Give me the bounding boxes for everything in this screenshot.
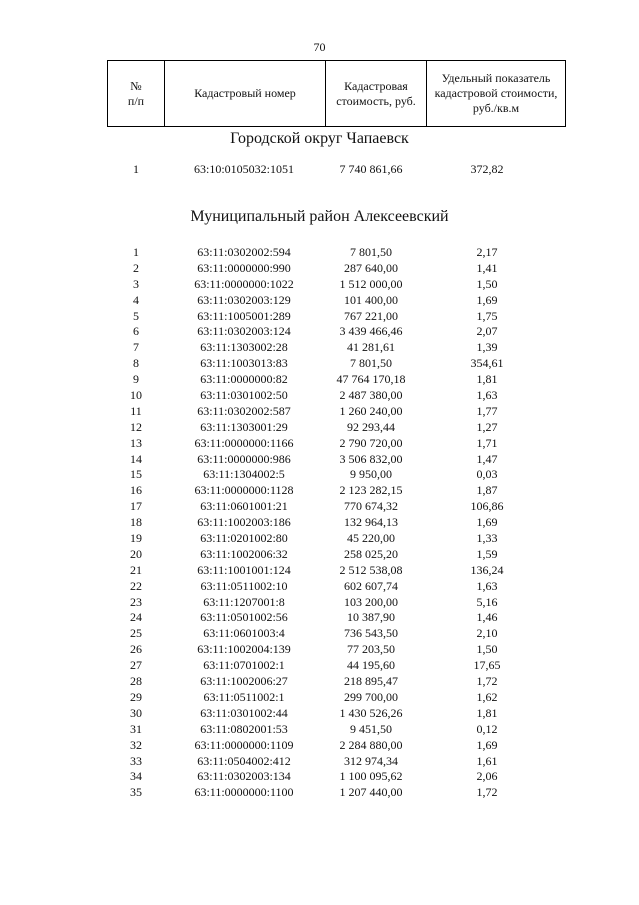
- cadastral-number: 63:11:1303002:28: [200, 340, 288, 355]
- section-title-chapaevsk: Городской округ Чапаевск: [230, 130, 409, 147]
- cadastral-cost: 7 801,50: [350, 356, 392, 371]
- specific-cost: 1,46: [476, 610, 498, 625]
- cadastral-number: 63:11:1002004:139: [197, 642, 291, 657]
- specific-cost: 1,69: [476, 292, 498, 307]
- table-row: [107, 658, 555, 674]
- table-row: [107, 754, 555, 770]
- specific-cost: 0,12: [476, 721, 498, 736]
- row-number: 7: [133, 340, 139, 355]
- table-row: [107, 531, 555, 547]
- cadastral-cost: 44 195,60: [347, 658, 395, 673]
- specific-cost: 2,06: [476, 769, 498, 784]
- specific-cost: 1,41: [476, 260, 498, 275]
- specific-cost: 354,61: [470, 356, 504, 371]
- cadastral-number: 63:11:0301002:44: [200, 705, 288, 720]
- row-number: 32: [130, 737, 142, 752]
- specific-cost: 1,69: [476, 515, 498, 530]
- row-number: 4: [133, 292, 139, 307]
- cadastral-cost: 1 430 526,26: [339, 705, 403, 720]
- cadastral-number: 63:11:1304002:5: [203, 467, 285, 482]
- page-number: 70: [313, 40, 326, 54]
- row-number: 28: [130, 674, 142, 689]
- cadastral-cost: 103 200,00: [344, 594, 398, 609]
- cadastral-number: 63:11:0601003:4: [203, 626, 285, 641]
- cadastral-number: 63:11:0302002:587: [197, 403, 291, 418]
- row-number: 13: [130, 435, 142, 450]
- specific-cost: 1,50: [476, 642, 498, 657]
- specific-cost: 2,10: [476, 626, 498, 641]
- row-number: 1: [133, 245, 139, 259]
- section-rows-alekseevsky: [107, 245, 555, 801]
- cadastral-cost: 9 950,00: [350, 467, 392, 482]
- cadastral-cost: 258 025,20: [344, 546, 398, 561]
- cadastral-number: 63:11:1002003:186: [197, 515, 291, 530]
- cadastral-number: 63:11:0302003:134: [197, 769, 291, 784]
- cadastral-number: 63:11:1303001:29: [200, 419, 288, 434]
- cadastral-number: 63:11:0201002:80: [200, 531, 288, 546]
- row-number: 31: [130, 721, 142, 736]
- header-col-specific-label: Удельный показатель кадастровой стоимости, руб./кв.м: [434, 71, 558, 115]
- specific-cost: 1,47: [476, 451, 498, 466]
- cadastral-number: 63:11:0504002:412: [197, 753, 291, 768]
- specific-cost: 5,16: [476, 594, 498, 609]
- cadastral-cost: 3 506 832,00: [339, 451, 403, 466]
- table-row: [107, 674, 555, 690]
- row-number: 3: [133, 276, 139, 291]
- row-number: 9: [133, 372, 139, 387]
- row-number: 25: [130, 626, 142, 641]
- cadastral-cost: 1 260 240,00: [339, 403, 403, 418]
- cadastral-number: 63:11:1002006:32: [200, 546, 288, 561]
- table-row: [107, 261, 555, 277]
- header-col-specific: [427, 61, 566, 127]
- table-row: [107, 388, 555, 404]
- cadastral-number: 63:11:0000000:1128: [194, 483, 294, 498]
- cadastral-number: 63:11:0501002:56: [200, 610, 288, 625]
- row-number: 14: [130, 451, 142, 466]
- cadastral-cost: 10 387,90: [347, 610, 395, 625]
- row-number: 34: [130, 769, 142, 784]
- cadastral-cost: 2 487 380,00: [339, 388, 403, 403]
- cadastral-number: 63:11:0302003:129: [197, 292, 291, 307]
- cadastral-cost: 101 400,00: [344, 292, 398, 307]
- cadastral-cost: 7 740 861,66: [339, 162, 403, 176]
- cadastral-cost: 602 607,74: [344, 578, 398, 593]
- specific-cost: 1,71: [476, 435, 498, 450]
- section-title-alekseevsky: Муниципальный район Алексеевский: [190, 208, 449, 225]
- specific-cost: 1,75: [476, 308, 498, 323]
- table-row: [107, 293, 555, 309]
- table-header: [107, 60, 566, 127]
- specific-cost: 1,33: [476, 531, 498, 546]
- cadastral-cost: 1 512 000,00: [339, 276, 403, 291]
- row-number: 20: [130, 546, 142, 561]
- cadastral-cost: 45 220,00: [347, 531, 395, 546]
- header-col-cadastral: [165, 61, 326, 127]
- cadastral-number: 63:11:0000000:82: [200, 372, 288, 387]
- specific-cost: 1,63: [476, 388, 498, 403]
- table-row: [107, 340, 555, 356]
- cadastral-number: 63:11:0701002:1: [203, 658, 285, 673]
- header-col-cadastral-label: Кадастровый номер: [194, 86, 296, 100]
- row-number: 11: [130, 403, 142, 418]
- header-col-number: [108, 61, 165, 127]
- cadastral-number: 63:11:0000000:1100: [194, 785, 294, 800]
- table-row: [107, 245, 555, 261]
- table-row: [107, 452, 555, 468]
- cadastral-number: 63:11:0000000:1022: [194, 276, 294, 291]
- cadastral-number: 63:11:0511002:10: [200, 578, 288, 593]
- table-row: [107, 324, 555, 340]
- cadastral-cost: 1 100 095,62: [339, 769, 403, 784]
- cadastral-cost: 1 207 440,00: [339, 785, 403, 800]
- table-row: [107, 515, 555, 531]
- cadastral-cost: 7 801,50: [350, 245, 392, 259]
- cadastral-number: 63:11:0511002:1: [203, 689, 285, 704]
- row-number: 10: [130, 388, 142, 403]
- row-number: 15: [130, 467, 142, 482]
- row-number: 6: [133, 324, 139, 339]
- cadastral-cost: 312 974,34: [344, 753, 398, 768]
- table-row: [107, 277, 555, 293]
- cadastral-number: 63:11:0601001:21: [200, 499, 288, 514]
- cadastral-number: 63:11:0301002:50: [200, 388, 288, 403]
- row-number: 2: [133, 260, 139, 275]
- specific-cost: 1,81: [476, 372, 498, 387]
- row-number: 24: [130, 610, 142, 625]
- cadastral-cost: 47 764 170,18: [336, 372, 406, 387]
- row-number: 5: [133, 308, 139, 323]
- table-row: [107, 467, 555, 483]
- row-number: 12: [130, 419, 142, 434]
- table-row: [107, 626, 555, 642]
- cadastral-cost: 3 439 466,46: [339, 324, 403, 339]
- table-row: [107, 436, 555, 452]
- row-number: 33: [130, 753, 142, 768]
- specific-cost: 2,17: [476, 245, 498, 259]
- row-number: 30: [130, 705, 142, 720]
- row-number: 23: [130, 594, 142, 609]
- cadastral-number: 63:11:1207001:8: [203, 594, 285, 609]
- specific-cost: 1,59: [476, 546, 498, 561]
- row-number: 18: [130, 515, 142, 530]
- table-row: [107, 563, 555, 579]
- row-number: 27: [130, 658, 142, 673]
- table-row: [107, 642, 555, 658]
- cadastral-cost: 736 543,50: [344, 626, 398, 641]
- cadastral-cost: 92 293,44: [347, 419, 395, 434]
- cadastral-number: 63:10:0105032:1051: [193, 162, 294, 176]
- cadastral-cost: 77 203,50: [347, 642, 395, 657]
- header-col-number-label: № п/п: [127, 78, 145, 108]
- row-number: 17: [130, 499, 142, 514]
- table-row: [107, 610, 555, 626]
- cadastral-cost: 218 895,47: [344, 674, 398, 689]
- row-number: 29: [130, 689, 142, 704]
- specific-cost: 1,87: [476, 483, 498, 498]
- specific-cost: 1,63: [476, 578, 498, 593]
- row-number: 19: [130, 531, 142, 546]
- cadastral-number: 63:11:0302003:124: [197, 324, 291, 339]
- table-row: [107, 738, 555, 754]
- specific-cost: 1,27: [476, 419, 498, 434]
- table-row: [107, 579, 555, 595]
- specific-cost: 1,50: [476, 276, 498, 291]
- table-row: [107, 547, 555, 563]
- table-row: [107, 372, 555, 388]
- table-row: [107, 499, 555, 515]
- table-row: [107, 420, 555, 436]
- row-number: 1: [133, 162, 139, 176]
- table-row: [107, 690, 555, 706]
- specific-cost: 2,07: [476, 324, 498, 339]
- specific-cost: 17,65: [473, 658, 501, 673]
- cadastral-cost: 2 790 720,00: [339, 435, 403, 450]
- cadastral-cost: 41 281,61: [347, 340, 395, 355]
- specific-cost: 1,39: [476, 340, 498, 355]
- cadastral-number: 63:11:0000000:986: [197, 451, 291, 466]
- table-row: [107, 483, 555, 499]
- row-number: 16: [130, 483, 142, 498]
- specific-cost: 1,72: [476, 674, 498, 689]
- cadastral-number: 63:11:1001001:124: [197, 562, 291, 577]
- specific-cost: 1,62: [476, 689, 498, 704]
- cadastral-cost: 299 700,00: [344, 689, 398, 704]
- specific-cost: 1,61: [476, 753, 498, 768]
- cadastral-cost: 2 512 538,08: [339, 562, 403, 577]
- table-row: [107, 356, 555, 372]
- cadastral-cost: 132 964,13: [344, 515, 398, 530]
- header-col-cost: [326, 61, 427, 127]
- specific-cost: 372,82: [470, 162, 504, 176]
- specific-cost: 1,81: [476, 705, 498, 720]
- cadastral-number: 63:11:1002006:27: [200, 674, 288, 689]
- cadastral-number: 63:11:0000000:1109: [194, 737, 294, 752]
- cadastral-number: 63:11:0000000:990: [197, 260, 291, 275]
- table-row: [107, 785, 555, 801]
- row-number: 8: [133, 356, 139, 371]
- specific-cost: 106,86: [470, 499, 504, 514]
- cadastral-cost: 767 221,00: [344, 308, 398, 323]
- specific-cost: 1,69: [476, 737, 498, 752]
- row-number: 21: [130, 562, 142, 577]
- header-col-cost-label: Кадастровая стоимость, руб.: [336, 78, 416, 108]
- table-row: [107, 722, 555, 738]
- row-number: 35: [130, 785, 142, 800]
- cadastral-number: 63:11:0000000:1166: [194, 435, 294, 450]
- cadastral-number: 63:11:1003013:83: [200, 356, 288, 371]
- specific-cost: 1,77: [476, 403, 498, 418]
- cadastral-cost: 287 640,00: [344, 260, 398, 275]
- section-rows-chapaevsk: [107, 162, 555, 178]
- cadastral-number: 63:11:0802001:53: [200, 721, 288, 736]
- cadastral-cost: 770 674,32: [344, 499, 398, 514]
- specific-cost: 1,72: [476, 785, 498, 800]
- table-row: [107, 404, 555, 420]
- table-row: [107, 706, 555, 722]
- specific-cost: 0,03: [476, 467, 498, 482]
- cadastral-number: 63:11:0302002:594: [197, 245, 291, 259]
- row-number: 22: [130, 578, 142, 593]
- table-row: [107, 595, 555, 611]
- cadastral-number: 63:11:1005001:289: [197, 308, 291, 323]
- cadastral-cost: 2 123 282,15: [339, 483, 403, 498]
- table-row: [107, 162, 555, 178]
- cadastral-cost: 9 451,50: [350, 721, 392, 736]
- cadastral-cost: 2 284 880,00: [339, 737, 403, 752]
- table-row: [107, 309, 555, 325]
- row-number: 26: [130, 642, 142, 657]
- table-row: [107, 769, 555, 785]
- specific-cost: 136,24: [470, 562, 504, 577]
